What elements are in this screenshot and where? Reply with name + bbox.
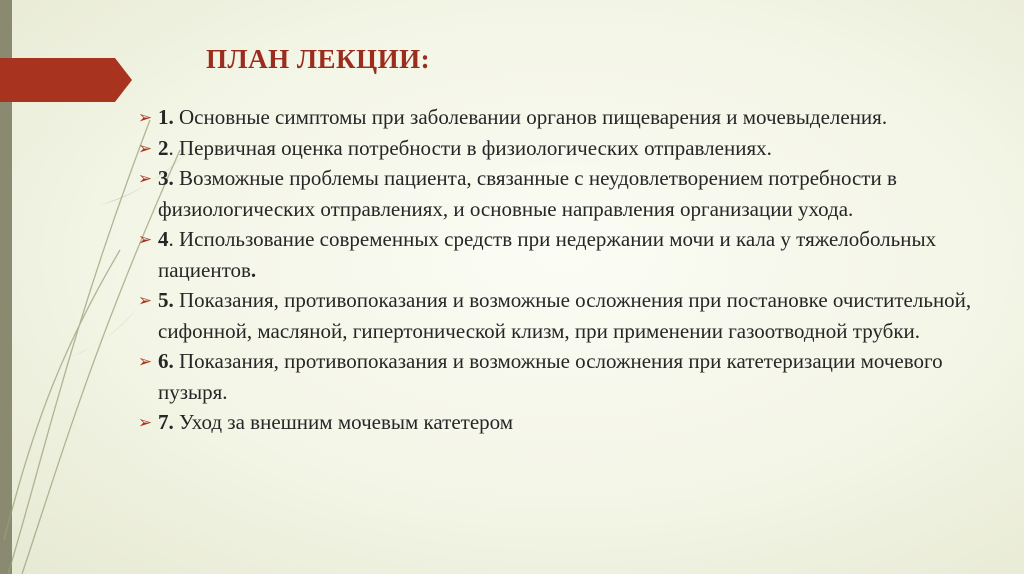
plan-item [136,102,996,133]
item-text: Основные симптомы при заболевании органов пищеварения и мочевыделения. [173,105,888,129]
plan-item [136,407,996,438]
item-text: Уход за внешним мочевым катетером [173,410,514,434]
plan-item [136,346,996,407]
arrow-bullet-icon: ➢ [137,413,153,433]
slide-title: ПЛАН ЛЕКЦИИ: [206,44,431,74]
arrow-bullet-icon: ➢ [137,169,153,189]
plan-item [136,133,996,164]
arrow-bullet-icon: ➢ [137,291,153,311]
arrow-bullet-icon: ➢ [137,138,153,159]
item-suffix: . [250,257,257,282]
item-number: 4 [158,227,169,251]
plan-item [136,224,996,285]
item-text: Показания, противопоказания и возможные осложнения при катетеризации мочевого пузыря. [158,349,943,404]
item-number: 7. [158,410,174,434]
arrow-bullet-icon: ➢ [137,108,153,128]
item-number: 2 [158,135,169,160]
item-number: 1. [158,105,174,129]
item-number: 6. [158,349,174,373]
lecture-plan-list [136,102,996,438]
plan-item [136,163,996,224]
item-text: . Использование современных средств при недержании мочи и кала у тяжелобольных пациентов [158,227,937,282]
plan-item [136,285,996,346]
title-accent-ribbon [0,58,132,102]
item-text: Показания, противопоказания и возможные осложнения при постановке очистительной, сифонной, масляной, гипертонической клизм, при применении газоотводной трубки. [158,288,972,343]
arrow-bullet-icon: ➢ [137,352,153,372]
item-text: . Первичная оценка потребности в физиологических отправлениях. [168,135,772,160]
item-text: Возможные проблемы пациента, связанные с неудовлетворением потребности в физиологических отправлениях, и основные направления организации ухода. [158,166,897,221]
arrow-bullet-icon: ➢ [137,230,153,250]
item-number: 3. [158,166,174,190]
item-number: 5. [158,288,174,312]
